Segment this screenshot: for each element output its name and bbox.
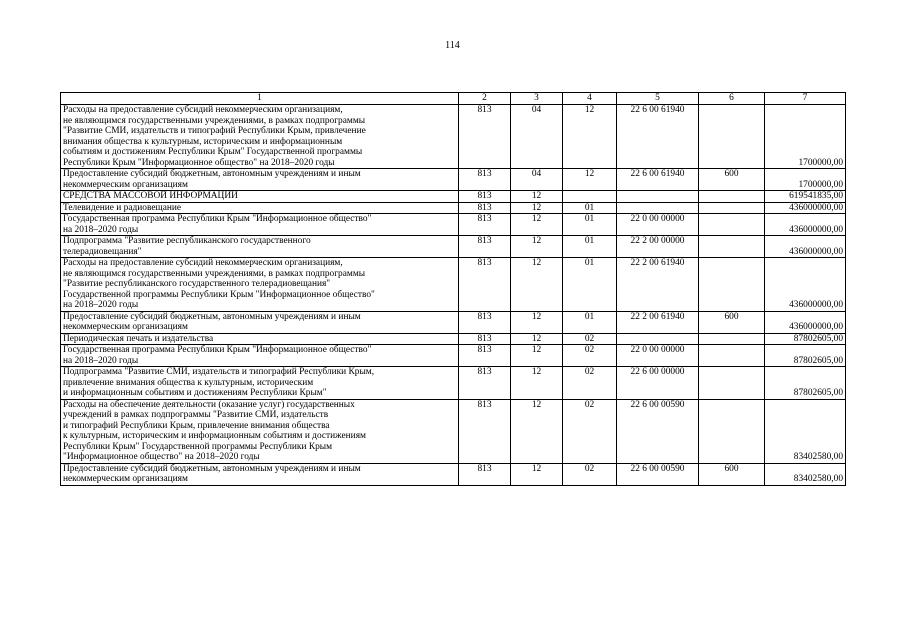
row-target-article-cell: 22 6 00 61940 [617, 105, 699, 169]
table-row [61, 202, 846, 214]
row-amount-cell: 436000000,00 [765, 311, 846, 333]
header-cell-3: 3 [511, 93, 563, 105]
header-cell-2: 2 [459, 93, 511, 105]
row-expense-type-cell [699, 105, 765, 169]
row-code-cell: 813 [459, 463, 511, 485]
table-row [61, 333, 846, 345]
row-name-cell: Предоставление субсидий бюджетным, автономным учреждениям и иным некоммерческим организациям [61, 311, 459, 333]
table-row [61, 345, 846, 367]
row-name-cell: Подпрограмма "Развитие СМИ, издательств и типографий Республики Крым, привлечение внимания общества к культурным, историческим и информационным событиям и достижениям Республики Крым" [61, 367, 459, 400]
row-amount-cell: 83402580,00 [765, 399, 846, 463]
row-subsection-cell: 02 [563, 463, 617, 485]
row-name-cell: Предоставление субсидий бюджетным, автономным учреждениям и иным некоммерческим организациям [61, 463, 459, 485]
header-cell-7: 7 [765, 93, 846, 105]
row-name-cell: Государственная программа Республики Крым "Информационное общество" на 2018–2020 годы [61, 345, 459, 367]
row-target-article-cell: 22 6 00 61940 [617, 169, 699, 191]
row-name-cell: Государственная программа Республики Крым "Информационное общество" на 2018–2020 годы [61, 214, 459, 236]
row-section-cell: 04 [511, 169, 563, 191]
row-section-cell: 12 [511, 463, 563, 485]
row-section-cell: 12 [511, 236, 563, 258]
row-amount-cell: 1700000,00 [765, 105, 846, 169]
table-row [61, 399, 846, 463]
table-row [61, 311, 846, 333]
row-section-cell: 12 [511, 202, 563, 214]
row-expense-type-cell [699, 333, 765, 345]
row-amount-cell: 436000000,00 [765, 214, 846, 236]
row-subsection-cell: 01 [563, 258, 617, 312]
budget-table [60, 92, 846, 486]
table-row [61, 463, 846, 485]
row-subsection-cell: 01 [563, 214, 617, 236]
row-expense-type-cell [699, 367, 765, 400]
table-header-row [61, 93, 846, 105]
row-section-cell: 12 [511, 399, 563, 463]
row-name-cell: Расходы на обеспечение деятельности (оказание услуг) государственных учреждений в рамках подпрограммы "Развитие СМИ, издательств и типографий Республики Крым, привлечение внимания общества к культурным, историческим и информационным событиям и достижениям Республики Крым" Государственной программы Республики Крым "Информационное общество" на 2018–2020 годы [61, 399, 459, 463]
row-section-cell: 12 [511, 258, 563, 312]
row-section-cell: 12 [511, 345, 563, 367]
row-section-cell: 12 [511, 333, 563, 345]
table-row [61, 191, 846, 203]
row-amount-cell: 619541835,00 [765, 191, 846, 203]
row-subsection-cell: 12 [563, 169, 617, 191]
row-subsection-cell: 02 [563, 367, 617, 400]
row-amount-cell: 87802605,00 [765, 345, 846, 367]
row-code-cell: 813 [459, 214, 511, 236]
row-subsection-cell: 02 [563, 333, 617, 345]
row-subsection-cell: 01 [563, 202, 617, 214]
row-name-cell: Периодическая печать и издательства [61, 333, 459, 345]
row-code-cell: 813 [459, 202, 511, 214]
row-target-article-cell: 22 0 00 00000 [617, 345, 699, 367]
row-target-article-cell [617, 202, 699, 214]
row-section-cell: 12 [511, 367, 563, 400]
row-expense-type-cell: 600 [699, 169, 765, 191]
row-amount-cell: 87802605,00 [765, 333, 846, 345]
row-name-cell: Расходы на предоставление субсидий некоммерческим организациям, не являющимся государственными учреждениями, в рамках подпрограммы "Развитие республиканского государственного телерадиовещания" Государственной программы Республики Крым "Информационное общество" на 2018–2020 годы [61, 258, 459, 312]
header-cell-4: 4 [563, 93, 617, 105]
row-expense-type-cell [699, 258, 765, 312]
row-expense-type-cell: 600 [699, 463, 765, 485]
page-number: 114 [445, 40, 460, 51]
row-expense-type-cell [699, 191, 765, 203]
row-target-article-cell: 22 6 00 00590 [617, 399, 699, 463]
row-name-cell: Подпрограмма "Развитие республиканского государственного телерадиовещания" [61, 236, 459, 258]
header-cell-6: 6 [699, 93, 765, 105]
row-code-cell: 813 [459, 333, 511, 345]
row-amount-cell: 87802605,00 [765, 367, 846, 400]
row-code-cell: 813 [459, 345, 511, 367]
row-section-cell: 12 [511, 311, 563, 333]
row-amount-cell: 1700000,00 [765, 169, 846, 191]
row-expense-type-cell [699, 345, 765, 367]
row-code-cell: 813 [459, 258, 511, 312]
header-cell-1: 1 [61, 93, 459, 105]
table-row [61, 236, 846, 258]
row-section-cell: 04 [511, 105, 563, 169]
row-name-cell: Предоставление субсидий бюджетным, автономным учреждениям и иным некоммерческим организациям [61, 169, 459, 191]
row-target-article-cell: 22 2 00 61940 [617, 311, 699, 333]
row-code-cell: 813 [459, 169, 511, 191]
row-subsection-cell: 02 [563, 399, 617, 463]
row-section-cell: 12 [511, 214, 563, 236]
row-subsection-cell: 01 [563, 311, 617, 333]
row-code-cell: 813 [459, 367, 511, 400]
budget-table-body [61, 93, 846, 486]
table-row [61, 169, 846, 191]
row-target-article-cell [617, 333, 699, 345]
header-cell-5: 5 [617, 93, 699, 105]
row-code-cell: 813 [459, 191, 511, 203]
row-subsection-cell [563, 191, 617, 203]
row-target-article-cell: 22 2 00 61940 [617, 258, 699, 312]
row-target-article-cell: 22 2 00 00000 [617, 236, 699, 258]
row-target-article-cell: 22 6 00 00590 [617, 463, 699, 485]
row-expense-type-cell [699, 202, 765, 214]
row-expense-type-cell [699, 399, 765, 463]
row-name-cell: СРЕДСТВА МАССОВОЙ ИНФОРМАЦИИ [61, 191, 459, 203]
row-subsection-cell: 02 [563, 345, 617, 367]
row-expense-type-cell: 600 [699, 311, 765, 333]
row-amount-cell: 436000000,00 [765, 236, 846, 258]
row-target-article-cell: 22 0 00 00000 [617, 214, 699, 236]
row-target-article-cell [617, 191, 699, 203]
table-row [61, 105, 846, 169]
table-row [61, 258, 846, 312]
table-row [61, 367, 846, 400]
row-expense-type-cell [699, 236, 765, 258]
row-section-cell: 12 [511, 191, 563, 203]
row-subsection-cell: 12 [563, 105, 617, 169]
row-code-cell: 813 [459, 399, 511, 463]
row-name-cell: Телевидение и радиовещание [61, 202, 459, 214]
row-amount-cell: 436000000,00 [765, 202, 846, 214]
row-code-cell: 813 [459, 105, 511, 169]
row-target-article-cell: 22 6 00 00000 [617, 367, 699, 400]
row-code-cell: 813 [459, 236, 511, 258]
row-amount-cell: 436000000,00 [765, 258, 846, 312]
table-row [61, 214, 846, 236]
row-subsection-cell: 01 [563, 236, 617, 258]
row-expense-type-cell [699, 214, 765, 236]
row-amount-cell: 83402580,00 [765, 463, 846, 485]
row-name-cell: Расходы на предоставление субсидий некоммерческим организациям, не являющимся государственными учреждениями, в рамках подпрограммы "Развитие СМИ, издательств и типографий Республики Крым, привлечение внимания общества к культурным, историческим и информационным событиям и достижениям Республики Крым" Государственной программы Республики Крым "Информационное общество" на 2018–2020 годы [61, 105, 459, 169]
row-code-cell: 813 [459, 311, 511, 333]
